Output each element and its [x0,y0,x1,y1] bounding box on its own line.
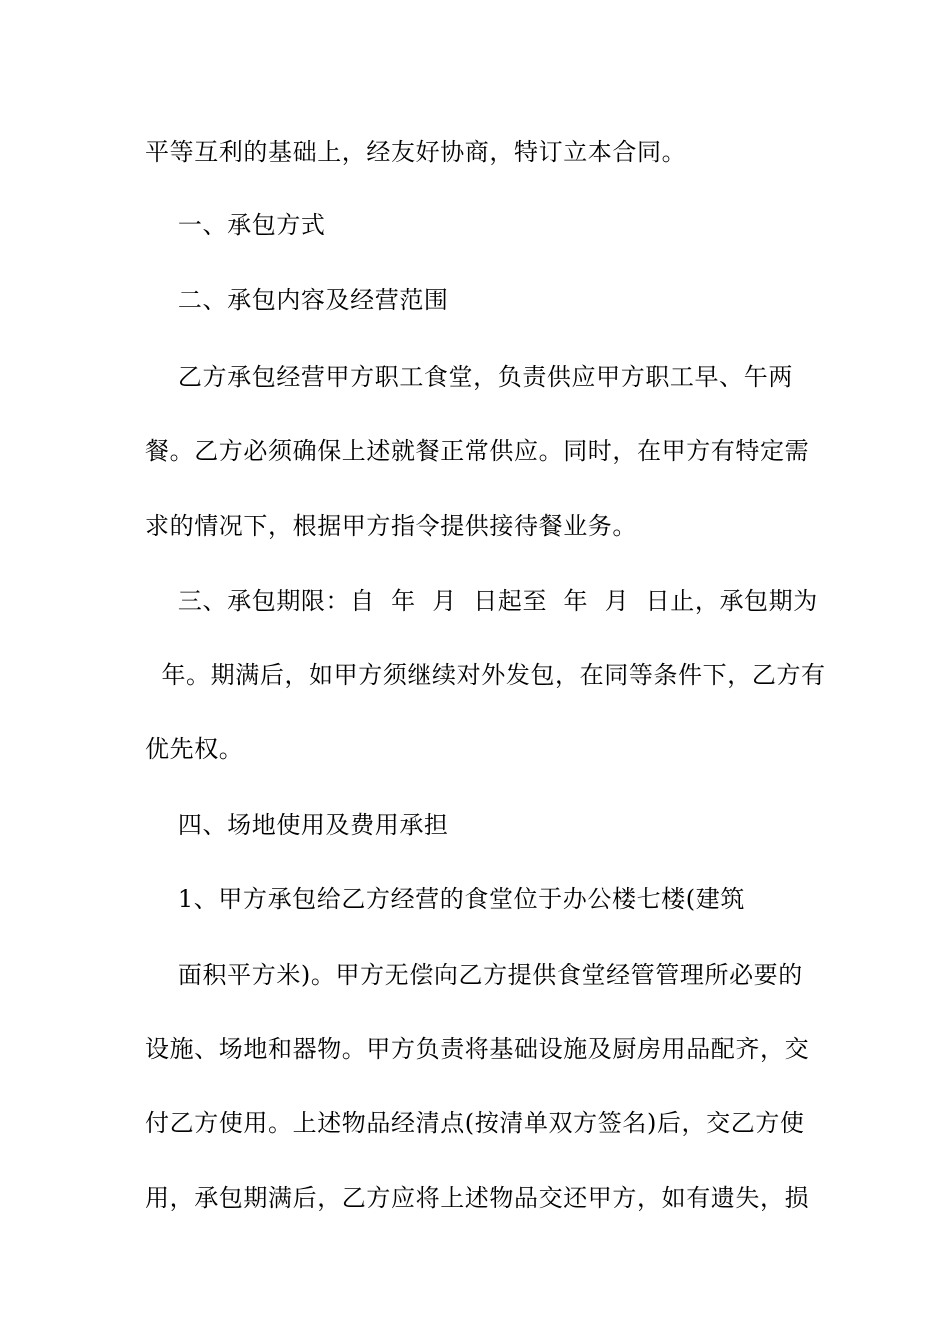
section-heading: 四、场地使用及费用承担 [145,811,449,839]
text-line: 平等互利的基础上，经友好协商，特订立本合同。 [145,138,687,166]
text-line: 设施、场地和器物。甲方负责将基础设施及厨房用品配齐，交 [145,1035,810,1063]
text-line: 1、甲方承包给乙方经营的食堂位于办公楼七楼(建筑 [145,885,745,913]
section-heading: 一、承包方式 [145,211,326,239]
text-line: 付乙方使用。上述物品经清点(按清单双方签名)后，交乙方使 [145,1109,805,1137]
text-line: 餐。乙方必须确保上述就餐正常供应。同时，在甲方有特定需 [145,437,810,465]
text-line: 乙方承包经营甲方职工食堂，负责供应甲方职工早、午两 [145,363,793,391]
text-line: 优先权。 [145,735,244,763]
text-line: 年。期满后，如甲方须继续对外发包，在同等条件下，乙方有 [145,661,826,689]
text-line: 三、承包期限：自 年 月 日起至 年 月 日止，承包期为 [145,587,818,615]
section-heading: 二、承包内容及经营范围 [145,286,449,314]
text-line: 求的情况下，根据甲方指令提供接待餐业务。 [145,512,637,540]
text-line: 面积平方米)。甲方无偿向乙方提供食堂经管管理所必要的 [145,961,803,989]
text-line: 用，承包期满后，乙方应将上述物品交还甲方，如有遗失，损 [145,1184,810,1212]
